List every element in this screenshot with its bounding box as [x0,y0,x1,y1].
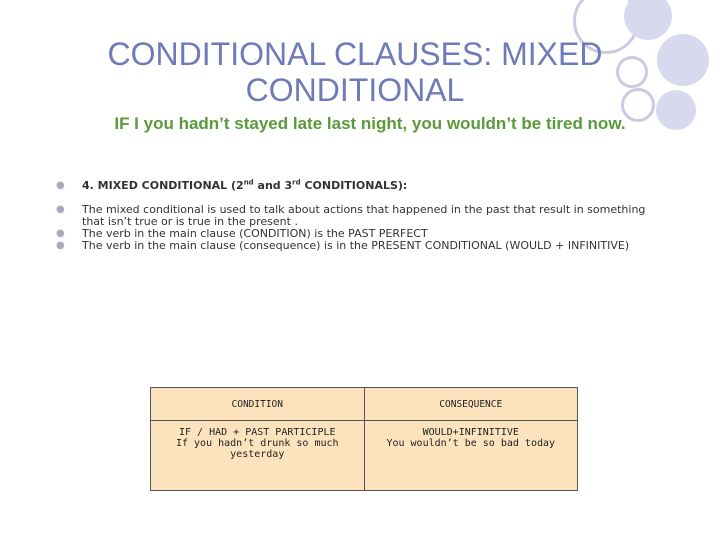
decorative-circle [657,34,709,86]
decorative-circle [624,0,672,40]
bullet-dot-icon: ● [56,228,65,239]
bullet-dot-icon: ● [56,240,65,251]
table-cell-condition: IF / HAD + PAST PARTICIPLE If you hadn’t drunk so much yesterday [151,421,365,491]
slide-title [60,36,650,108]
bullet-dot-icon: ● [56,204,65,215]
bullet-heading: ● 4. MIXED CONDITIONAL (2nd and 3rd CONDITIONALS): [56,178,408,192]
example-sentence: IF I you hadn’t stayed late last night, you wouldn’t be tired now. [114,114,626,133]
table-header-consequence: CONSEQUENCE [364,388,578,421]
bullet-item: ● The mixed conditional is used to talk about actions that happened in the past that result in something that isn’t true or is true in the present . [56,203,646,228]
title-line-2: CONDITIONAL [245,72,465,108]
bullet-list [56,180,656,252]
table-header-row [151,388,578,421]
bullet-dot-icon: ● [56,180,65,191]
table-header-condition: CONDITION [151,388,365,421]
conditional-table [150,387,578,491]
table-cell-consequence: WOULD+INFINITIVE You wouldn’t be so bad today [364,421,578,491]
bullet-item: ● The verb in the main clause (CONDITION) is the PAST PERFECT [56,227,428,240]
bullet-item: ● The verb in the main clause (consequence) is in the PRESENT CONDITIONAL (WOULD + INFINITIVE) [56,239,630,252]
title-line-1: CONDITIONAL CLAUSES: MIXED [107,36,603,72]
table-row [151,421,578,491]
